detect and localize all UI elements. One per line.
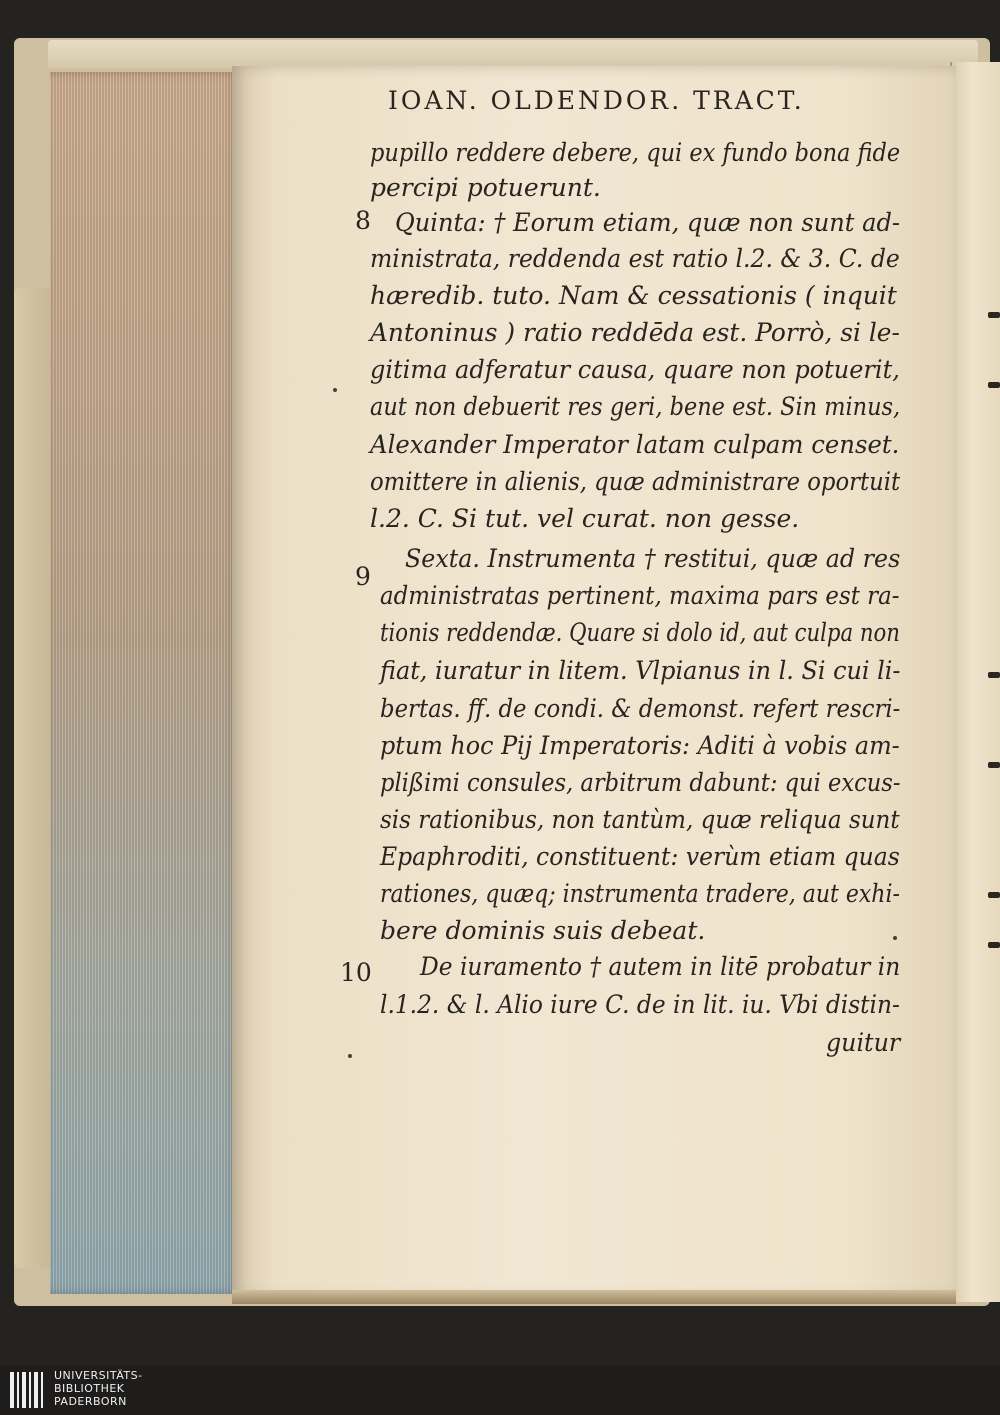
catchword: guitur <box>826 1028 901 1057</box>
text-line: gitima adferatur causa, quare non potuerit, <box>370 355 900 384</box>
text-line: Antoninus ) ratio reddēda est. Porrò, si le- <box>370 318 900 347</box>
text-line: rationes, quæq; instrumenta tradere, aut exhi- <box>380 879 900 908</box>
text-line: administratas pertinent, maxima pars est ra- <box>380 581 900 610</box>
running-header: IOAN. OLDENDOR. TRACT. <box>388 86 805 115</box>
text-line: fiat, iuratur in litem. Vlpianus in l. Si cui li- <box>380 656 901 685</box>
text-line: pupillo reddere debere, qui ex fundo bona fide <box>370 138 901 167</box>
page-bottom-edge <box>232 1290 956 1304</box>
page-block-edge <box>50 72 240 1294</box>
margin-number-9: 9 <box>355 562 371 591</box>
text-line: ptum hoc Pij Imperatoris: Aditi à vobis am- <box>380 731 900 760</box>
facing-page-edge <box>950 62 1000 1302</box>
text-line: Sexta. Instrumenta † restitui, quæ ad res <box>405 544 901 573</box>
margin-number-10: 10 <box>340 958 372 987</box>
text-line: hæredib. tuto. Nam & cessationis ( inquit <box>370 281 897 310</box>
text-line: plißimi consules, arbitrum dabunt: qui excus- <box>380 768 901 797</box>
text-line: sis rationibus, non tantùm, quæ reliqua sunt <box>380 805 900 834</box>
text-line: Alexander Imperator latam culpam censet. <box>370 430 900 459</box>
library-footer <box>0 1365 1000 1415</box>
text-line: aut non debuerit res geri, bene est. Sin minus, <box>370 392 901 421</box>
endpaper-edge <box>14 288 54 1268</box>
library-name: UNIVERSITÄTS- BIBLIOTHEK PADERBORN <box>54 1369 143 1408</box>
text-line: bertas. ff. de condi. & demonst. refert rescri- <box>380 694 901 723</box>
text-line: Quinta: † Eorum etiam, quæ non sunt ad- <box>395 208 901 237</box>
library-logo-icon <box>8 1369 46 1411</box>
margin-number-8: 8 <box>355 206 371 235</box>
text-line: omittere in alienis, quæ administrare oportuit <box>370 467 901 496</box>
text-line: Epaphroditi, constituent: verùm etiam quas <box>380 842 900 871</box>
text-line: tionis reddendæ. Quare si dolo id, aut culpa non <box>380 618 900 647</box>
text-line: l.1.2. & l. Alio iure C. de in lit. iu. Vbi distin- <box>380 990 900 1019</box>
text-line: percipi potuerunt. <box>370 173 601 202</box>
text-line: bere dominis suis debeat. <box>380 916 706 945</box>
book-cover-top-edge <box>48 40 978 68</box>
text-line: De iuramento † autem in litē probatur in <box>420 952 901 981</box>
text-line: ministrata, reddenda est ratio l.2. & 3. C. de <box>370 244 900 273</box>
text-line: l.2. C. Si tut. vel curat. non gesse. <box>370 504 800 533</box>
